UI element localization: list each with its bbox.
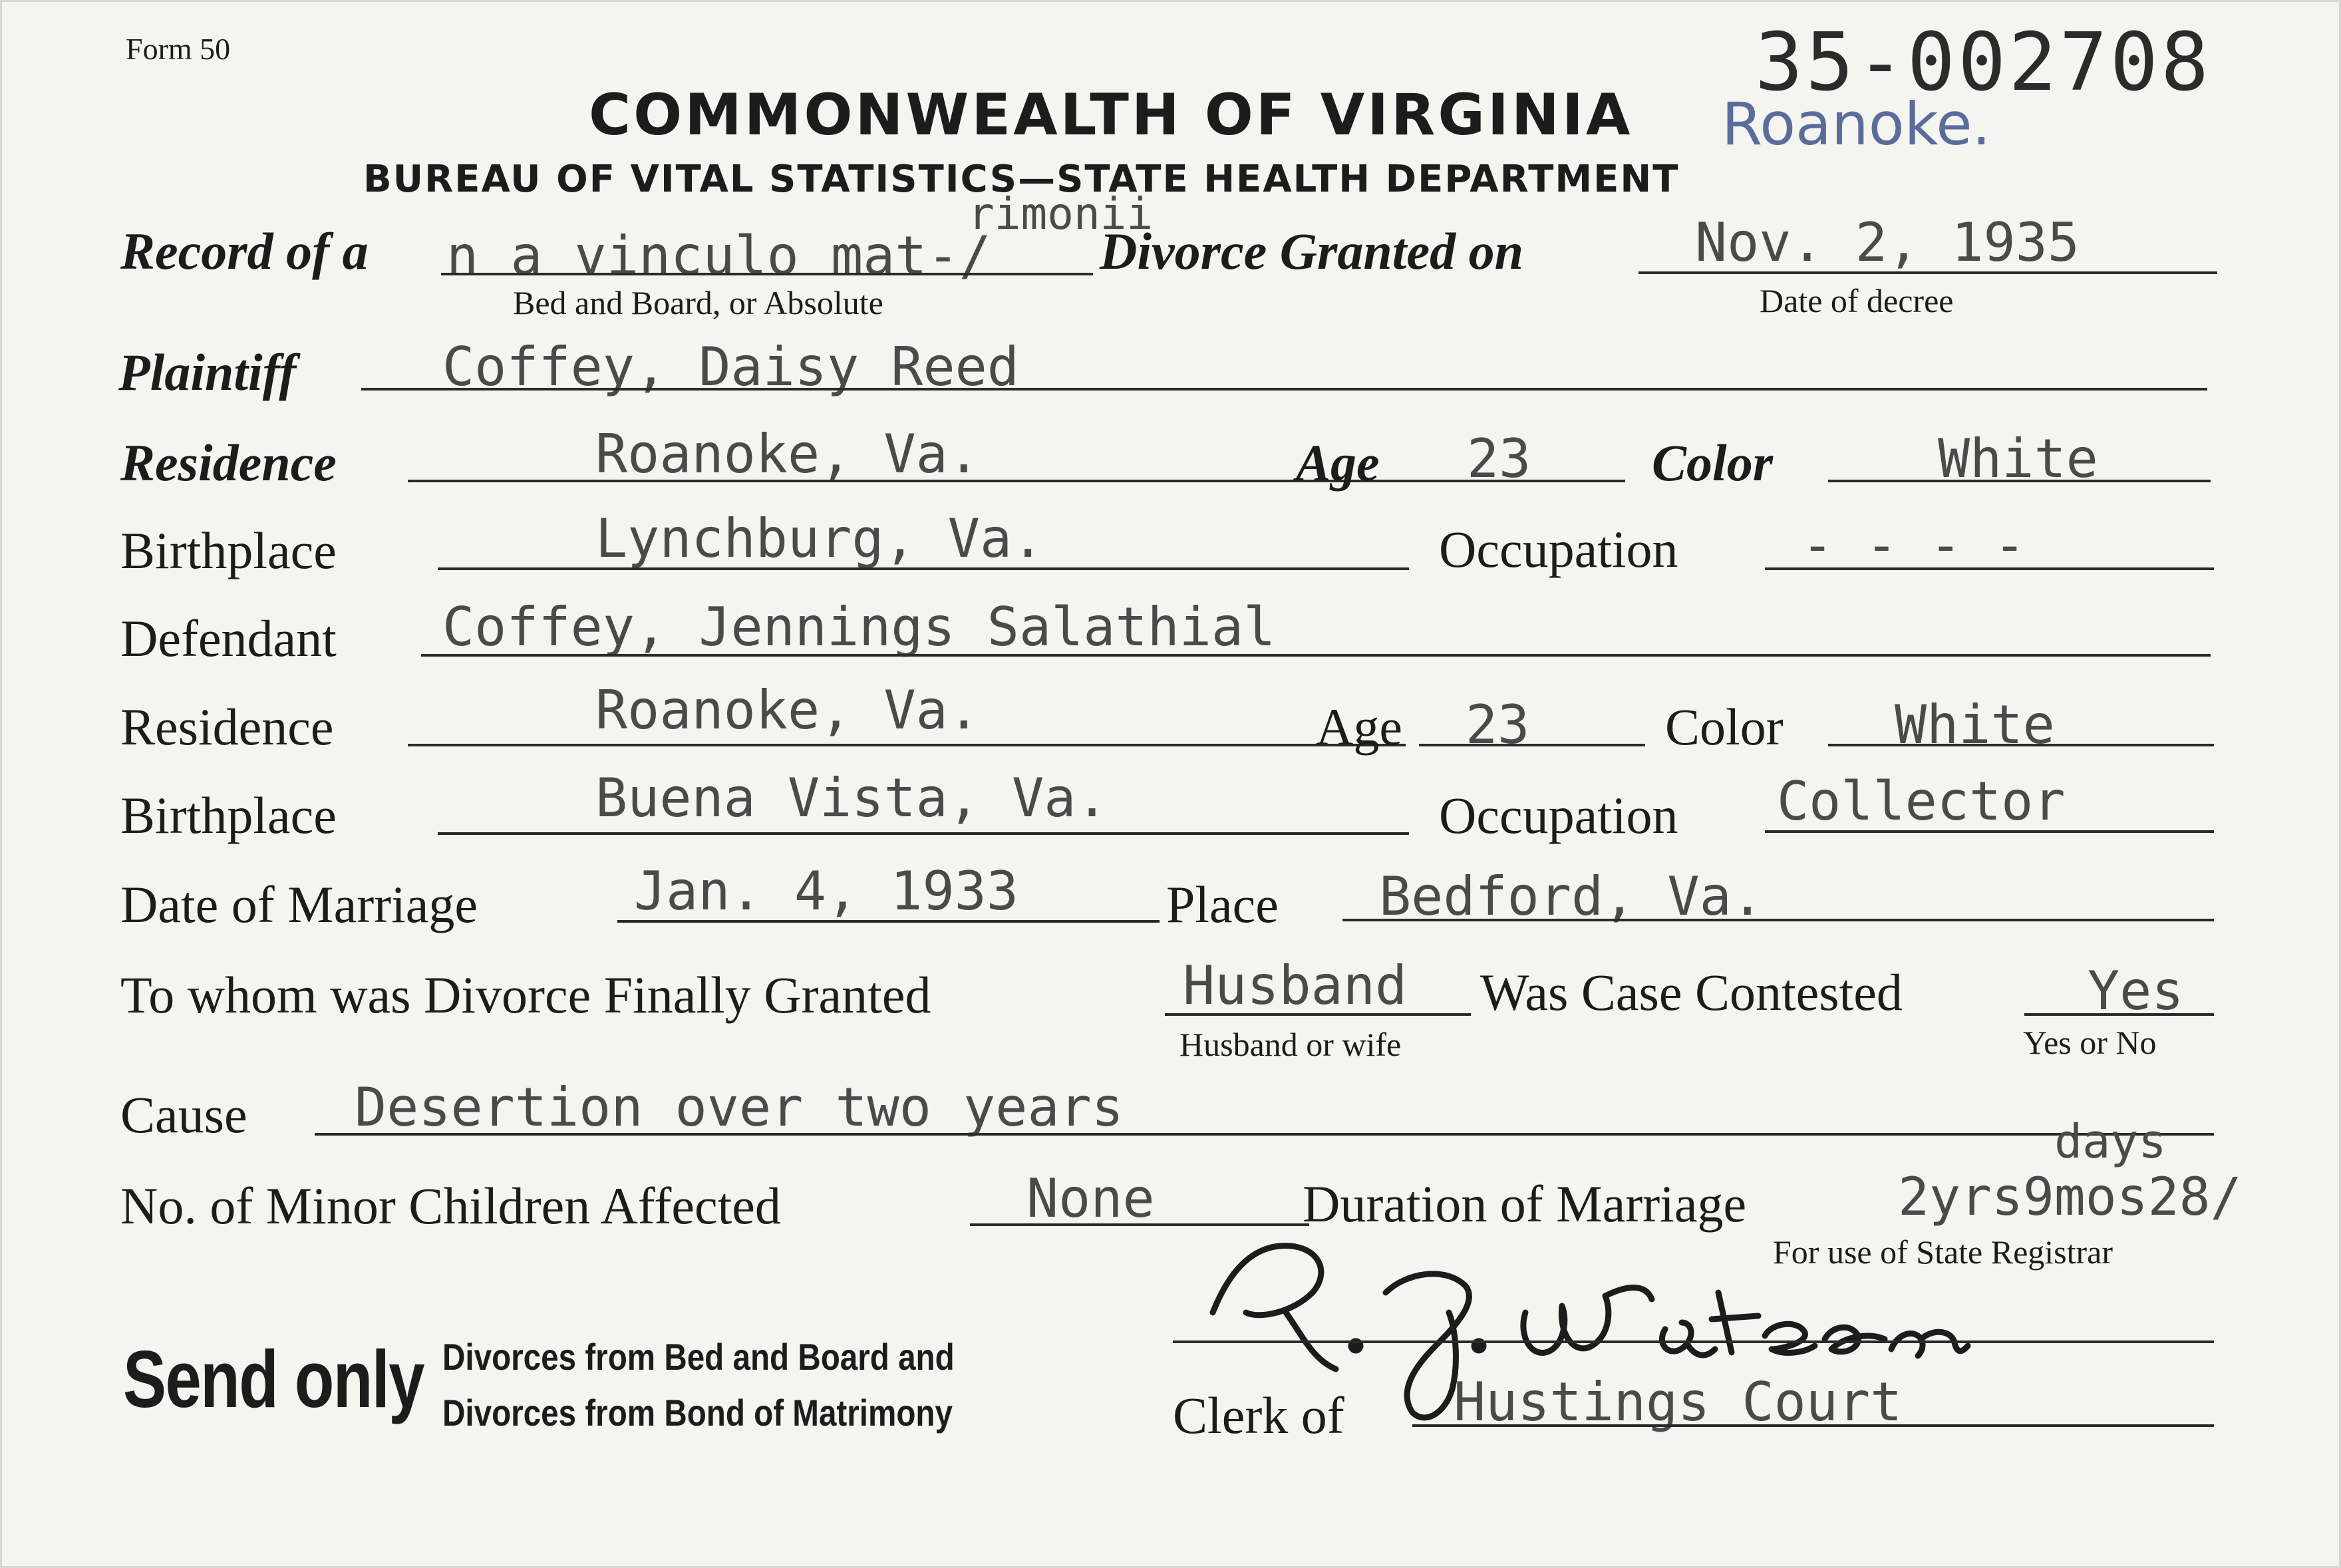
defendant-occupation-label: Occupation: [1439, 786, 1678, 844]
clerk-label: Clerk of: [1173, 1386, 1344, 1444]
clerk-court-line: [1412, 1424, 2214, 1427]
send-only-line1: Divorces from Bed and Board and: [442, 1336, 955, 1378]
defendant-birthplace: Buena Vista, Va.: [595, 767, 1108, 829]
defendant-name-line: [421, 654, 2211, 657]
divorce-type-line: [441, 273, 1093, 275]
cause-label: Cause: [120, 1086, 247, 1144]
divorce-type: n a vinculo mat-/: [446, 225, 991, 287]
signature-line: [1173, 1340, 2214, 1343]
caption-decree-date: Date of decree: [1760, 282, 1954, 319]
defendant-occupation: Collector: [1777, 770, 2066, 832]
contested-label: Was Case Contested: [1480, 963, 1903, 1021]
defendant-name: Coffey, Jennings Salathial: [442, 596, 1276, 658]
cause-value: Desertion over two years: [355, 1076, 1124, 1138]
defendant-residence: Roanoke, Va.: [595, 679, 980, 741]
children-label: No. of Minor Children Affected: [120, 1177, 781, 1235]
marriage-date: Jan. 4, 1933: [634, 860, 1018, 922]
plaintiff-age: 23: [1467, 428, 1531, 490]
duration-value: 2yrs9mos28/: [1898, 1168, 2242, 1227]
page-title: COMMONWEALTH OF VIRGINIA: [589, 82, 1633, 148]
defendant-color: White: [1895, 694, 2055, 756]
divorce-type-insert: rimonii: [968, 188, 1154, 239]
plaintiff-birthplace-label: Birthplace: [120, 522, 337, 579]
plaintiff-birthplace: Lynchburg, Va.: [595, 508, 1044, 569]
defendant-residence-label: Residence: [120, 698, 334, 756]
defendant-color-line: [1828, 744, 2214, 746]
marriage-place-label: Place: [1166, 875, 1279, 933]
granted-caption: Husband or wife: [1179, 1026, 1402, 1063]
defendant-birthplace-label: Birthplace: [120, 786, 337, 844]
granted-line: [1165, 1013, 1471, 1016]
defendant-residence-line: [408, 744, 1406, 746]
defendant-age-line: [1419, 744, 1645, 746]
defendant-occupation-line: [1765, 830, 2214, 833]
cause-note: days: [2054, 1114, 2167, 1169]
marriage-date-line: [617, 920, 1160, 923]
plaintiff-color-line: [1828, 480, 2211, 482]
plaintiff-color: White: [1938, 428, 2098, 490]
cause-line: [315, 1133, 2214, 1136]
contested-line: [2024, 1013, 2214, 1016]
plaintiff-color-label: Color: [1652, 434, 1774, 492]
children-value: None: [1026, 1168, 1155, 1229]
send-only-line2: Divorces from Bond of Matrimony: [442, 1392, 953, 1434]
granted-label: To whom was Divorce Finally Granted: [120, 966, 931, 1024]
contested-value: Yes: [2088, 960, 2184, 1022]
defendant-age: 23: [1466, 694, 1530, 756]
form-number: Form 50: [126, 32, 231, 66]
plaintiff-residence: Roanoke, Va.: [595, 423, 980, 485]
plaintiff-label: Plaintiff: [118, 343, 297, 401]
decree-date-line: [1639, 271, 2217, 274]
marriage-place: Bedford, Va.: [1379, 865, 1764, 927]
stamp-number: 35-002708: [1755, 17, 2212, 109]
clerk-court: Hustings Court: [1454, 1371, 1903, 1433]
plaintiff-age-label: Age: [1296, 434, 1380, 492]
marriage-date-label: Date of Marriage: [120, 875, 478, 933]
plaintiff-occupation: - - - -: [1801, 514, 2026, 576]
defendant-label: Defendant: [120, 609, 337, 667]
plaintiff-occupation-label: Occupation: [1439, 520, 1678, 578]
stamp-city: Roanoke.: [1722, 90, 1991, 158]
contested-caption: Yes or No: [2023, 1024, 2157, 1061]
record-label: Record of a: [120, 222, 369, 280]
plaintiff-birthplace-line: [438, 567, 1409, 570]
decree-date: Nov. 2, 1935: [1695, 212, 2080, 273]
defendant-color-label: Color: [1665, 698, 1784, 756]
plaintiff-residence-label: Residence: [120, 434, 337, 492]
caption-divorce-type: Bed and Board, or Absolute: [513, 284, 883, 321]
plaintiff-name: Coffey, Daisy Reed: [442, 336, 1019, 398]
send-only-label: Send only: [123, 1334, 424, 1424]
marriage-place-line: [1342, 919, 2214, 921]
plaintiff-occupation-line: [1765, 567, 2214, 570]
plaintiff-residence-line: [408, 480, 1406, 482]
divorce-granted-label: Divorce Granted on: [1100, 222, 1523, 280]
granted-value: Husband: [1183, 955, 1408, 1017]
page-subtitle: BUREAU OF VITAL STATISTICS—STATE HEALTH DEPARTMENT: [363, 158, 1680, 201]
defendant-age-label: Age: [1316, 698, 1402, 756]
plaintiff-age-line: [1406, 480, 1625, 482]
plaintiff-name-line: [361, 388, 2207, 391]
defendant-birthplace-line: [438, 832, 1409, 835]
duration-caption: For use of State Registrar: [1773, 1233, 2113, 1271]
duration-label: Duration of Marriage: [1303, 1175, 1747, 1233]
